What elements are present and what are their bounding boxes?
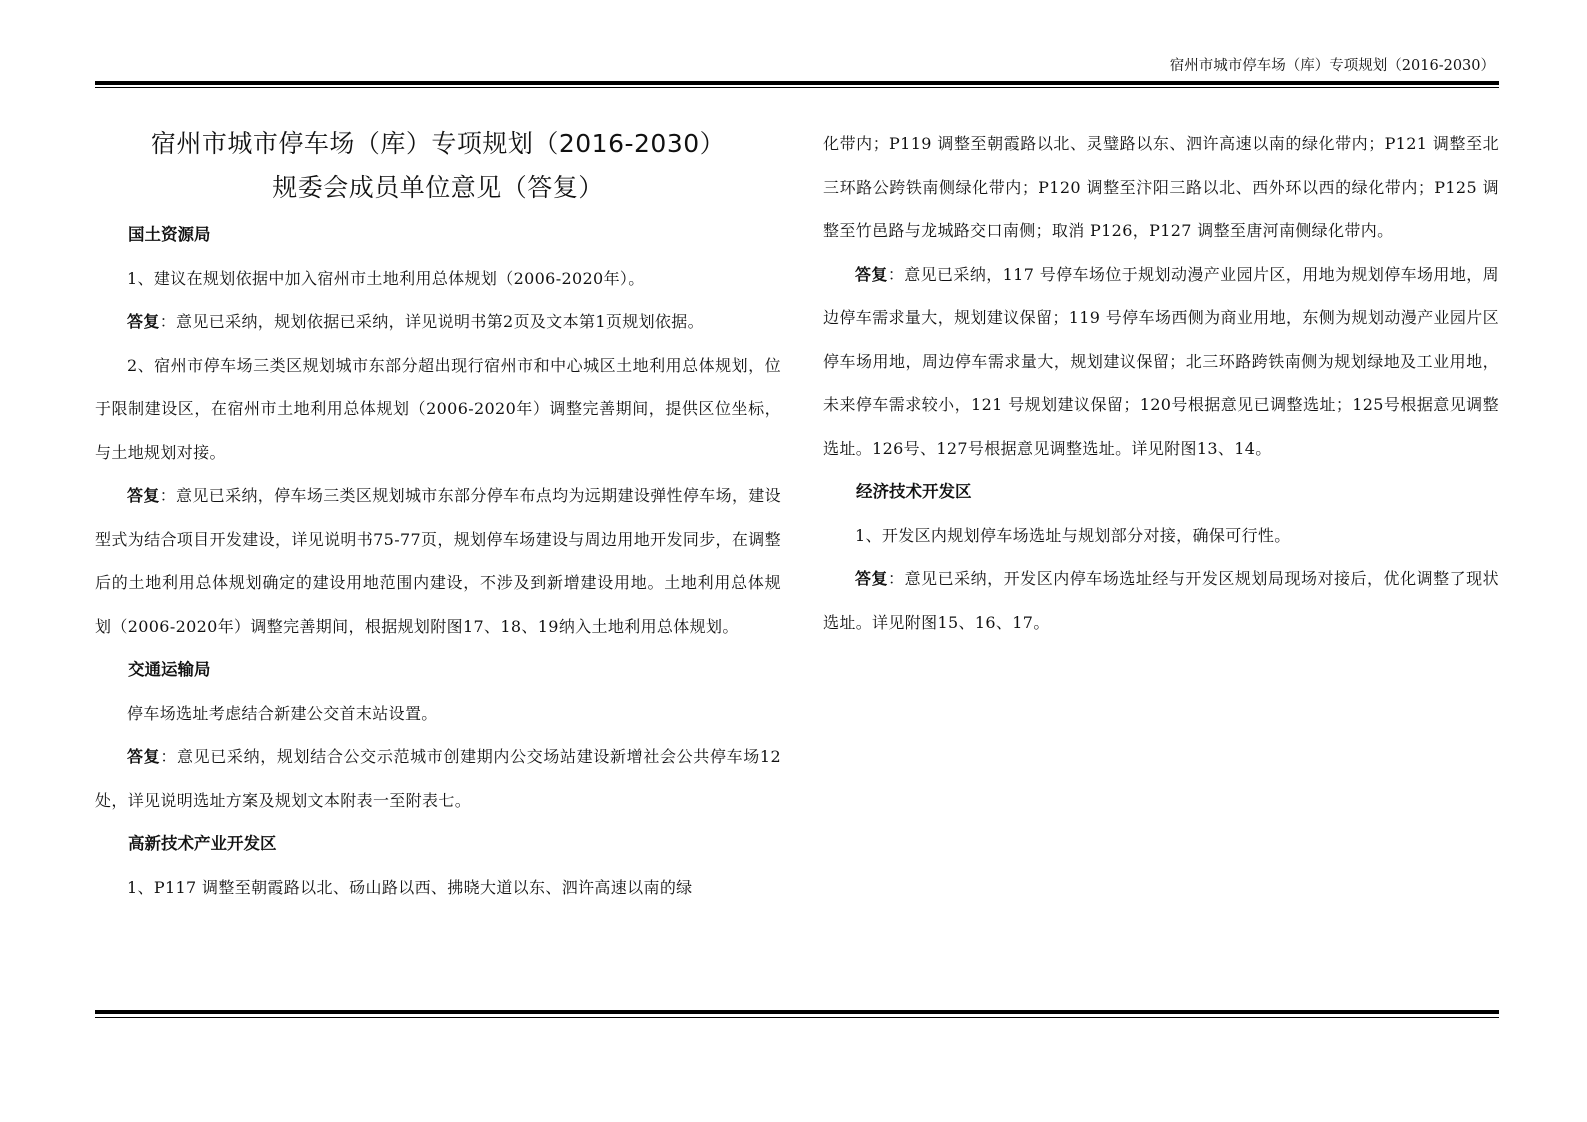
land-reply-2 [95, 474, 781, 648]
running-header: 宿州市城市停车场（库）专项规划（2016-2030） [1169, 58, 1495, 74]
land-opinion-2: 2、宿州市停车场三类区规划城市东部分超出现行宿州市和中心城区土地利用总体规划，位于限制建设区，在宿州市土地利用总体规划（2006-2020年）调整完善期间，提供区位坐标，与土地规划对接。 [95, 355, 781, 462]
document-title: 宿州市城市停车场（库）专项规划（2016-2030） [150, 129, 726, 158]
hitech-reply-1 [823, 253, 1499, 471]
header-rule-thin [95, 87, 1499, 88]
reply-label: 答复 [855, 264, 888, 284]
land-reply-1 [95, 300, 781, 344]
econ-opinion-1: 1、开发区内规划停车场选址与规划部分对接，确保可行性。 [855, 525, 1291, 545]
section-heading-transport: 交通运输局 [128, 660, 211, 679]
reply-text: ：意见已采纳，117 号停车场位于规划动漫产业园片区，用地为规划停车场用地，周边停车需求量大，规划建议保留；119 号停车场西侧为商业用地，东侧为规划动漫产业园片区停车场用地，周边停车需求量大，规划建议保留；北三环路跨铁南侧为规划绿地及工业用地，未来停车需求较小，121 号规划建议保留；120号根据意见已调整选址；125号根据意见调整选址。126号、127号根据意见调整选址。详见附图13、14。 [823, 264, 1499, 458]
reply-label: 答复 [855, 569, 889, 588]
econ-reply-1 [823, 557, 1499, 644]
section-heading-econ: 经济技术开发区 [856, 482, 972, 501]
section-heading-land: 国土资源局 [128, 225, 211, 244]
document-subtitle: 规委会成员单位意见（答复） [272, 173, 604, 202]
transport-opinion-1: 停车场选址考虑结合新建公交首末站设置。 [127, 703, 438, 723]
reply-text: ：意见已采纳，开发区内停车场选址经与开发区规划局现场对接后，优化调整了现状选址。详见附图15、16、17。 [823, 569, 1500, 632]
transport-reply-1 [95, 735, 781, 822]
reply-label: 答复 [127, 312, 160, 331]
footer-rule-thick [95, 1010, 1499, 1014]
footer-rule-thin [95, 1017, 1499, 1018]
section-heading-hitech: 高新技术产业开发区 [128, 834, 277, 853]
land-opinion-1: 1、建议在规划依据中加入宿州市土地利用总体规划（2006-2020年）。 [127, 268, 645, 288]
reply-text: ：意见已采纳，规划依据已采纳，详见说明书第2页及文本第1页规划依据。 [159, 312, 704, 331]
hitech-opinion-1-start: 1、P117 调整至朝霞路以北、砀山路以西、拂晓大道以东、泗许高速以南的绿 [127, 877, 693, 897]
reply-label: 答复 [127, 486, 160, 505]
reply-text: ：意见已采纳，停车场三类区规划城市东部分停车布点均为远期建设弹性停车场，建设型式为结合项目开发建设，详见说明书75-77页，规划停车场建设与周边用地开发同步，在调整后的土地利用总体规划确定的建设用地范围内建设，不涉及到新增建设用地。土地利用总体规划（2006-2020年）调整完善期间，根据规划附图17、18、19纳入土地利用总体规划。 [95, 486, 782, 636]
left-column [95, 122, 781, 909]
reply-text: ：意见已采纳，规划结合公交示范城市创建期内公交场站建设新增社会公共停车场12处，详见说明选址方案及规划文本附表一至附表七。 [95, 747, 781, 810]
hitech-opinion-1-continued: 化带内；P119 调整至朝霞路以北、灵璧路以东、泗许高速以南的绿化带内；P121 调整至北三环路公跨铁南侧绿化带内；P120 调整至汴阳三路以北、西外环以西的绿化带内；P125 调整至竹邑路与龙城路交口南侧；取消 P126，P127 调整至唐河南侧绿化带内。 [823, 134, 1499, 240]
reply-label: 答复 [127, 747, 161, 766]
right-column [823, 122, 1499, 644]
header-rule-thick [95, 81, 1499, 85]
